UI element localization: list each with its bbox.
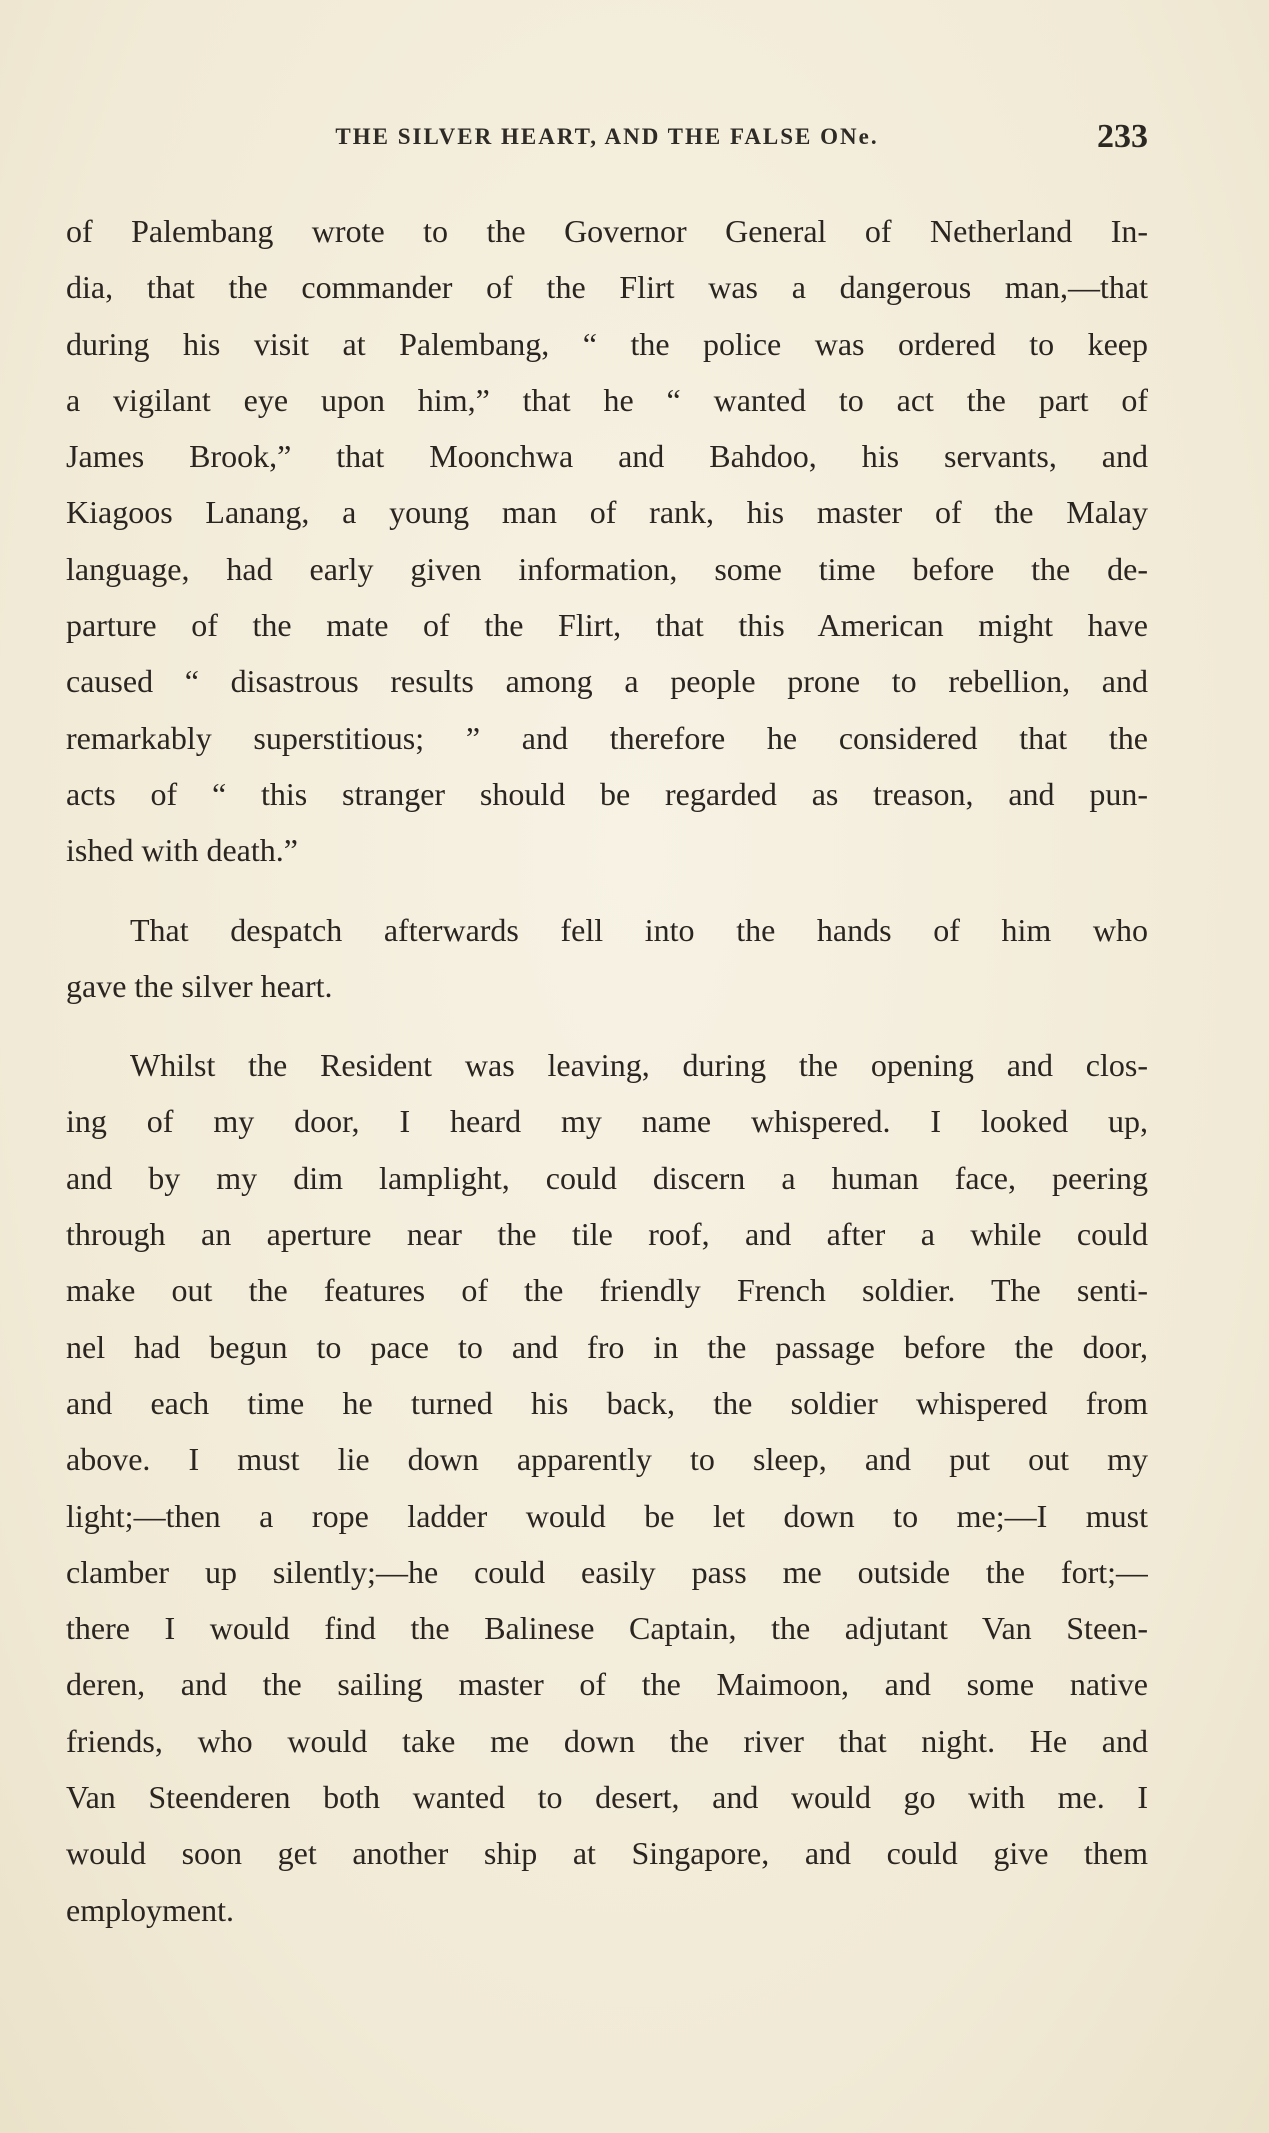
text-line: gave the silver heart. <box>66 967 333 1004</box>
text-line: make out the features of the friendly French soldier. The senti- <box>66 1272 1148 1309</box>
text-line: would soon get another ship at Singapore, and could give them <box>66 1835 1148 1872</box>
text-line: Van Steenderen both wanted to desert, and would go with me. I <box>66 1779 1148 1816</box>
text-line: employment. <box>66 1891 234 1928</box>
paragraph-3 <box>66 1037 1148 1938</box>
text-line: ished with death.” <box>66 832 298 869</box>
text-line: friends, who would take me down the river that night. He and <box>66 1722 1148 1759</box>
text-line: and each time he turned his back, the soldier whispered from <box>66 1384 1148 1421</box>
text-line: Kiagoos Lanang, a young man of rank, his master of the Malay <box>66 494 1148 531</box>
text-line: That despatch afterwards fell into the hands of him who <box>130 911 1148 948</box>
text-line: a vigilant eye upon him,” that he “ wanted to act the part of <box>66 381 1148 418</box>
text-line: there I would find the Balinese Captain, the adjutant Van Steen- <box>66 1610 1148 1647</box>
text-line: James Brook,” that Moonchwa and Bahdoo, his servants, and <box>66 438 1148 475</box>
page-number: 233 <box>1097 118 1148 155</box>
paragraph-2 <box>66 902 1148 1015</box>
text-line: remarkably superstitious; ” and therefore he considered that the <box>66 719 1148 756</box>
text-line: light;—then a rope ladder would be let down to me;—I must <box>66 1497 1148 1534</box>
text-line: caused “ disastrous results among a people prone to rebellion, and <box>66 663 1148 700</box>
text-line: ing of my door, I heard my name whispered. I looked up, <box>66 1103 1148 1140</box>
paragraph-1 <box>66 203 1148 879</box>
text-line: through an aperture near the tile roof, and after a while could <box>66 1216 1148 1253</box>
text-line: parture of the mate of the Flirt, that this American might have <box>66 607 1148 644</box>
text-line: deren, and the sailing master of the Maimoon, and some native <box>66 1666 1148 1703</box>
paragraph-gap <box>66 1014 1148 1037</box>
text-line: during his visit at Palembang, “ the police was ordered to keep <box>66 325 1148 362</box>
text-line: Whilst the Resident was leaving, during the opening and clos- <box>130 1047 1148 1084</box>
text-line: language, had early given information, some time before the de- <box>66 550 1148 587</box>
text-line: above. I must lie down apparently to sleep, and put out my <box>66 1441 1148 1478</box>
text-line: acts of “ this stranger should be regarded as treason, and pun- <box>66 775 1148 812</box>
running-title: THE SILVER HEART, AND THE FALSE ONe. <box>335 124 879 149</box>
text-line: and by my dim lamplight, could discern a human face, peering <box>66 1159 1148 1196</box>
text-line: of Palembang wrote to the Governor General of Netherland In- <box>66 213 1148 249</box>
running-head <box>66 118 1148 158</box>
body-text <box>66 203 1148 1938</box>
text-line: clamber up silently;—he could easily pass me outside the fort;— <box>66 1553 1148 1590</box>
text-line: nel had begun to pace to and fro in the passage before the door, <box>66 1328 1148 1365</box>
text-line: dia, that the commander of the Flirt was a dangerous man,—that <box>66 269 1148 306</box>
paragraph-gap <box>66 879 1148 902</box>
